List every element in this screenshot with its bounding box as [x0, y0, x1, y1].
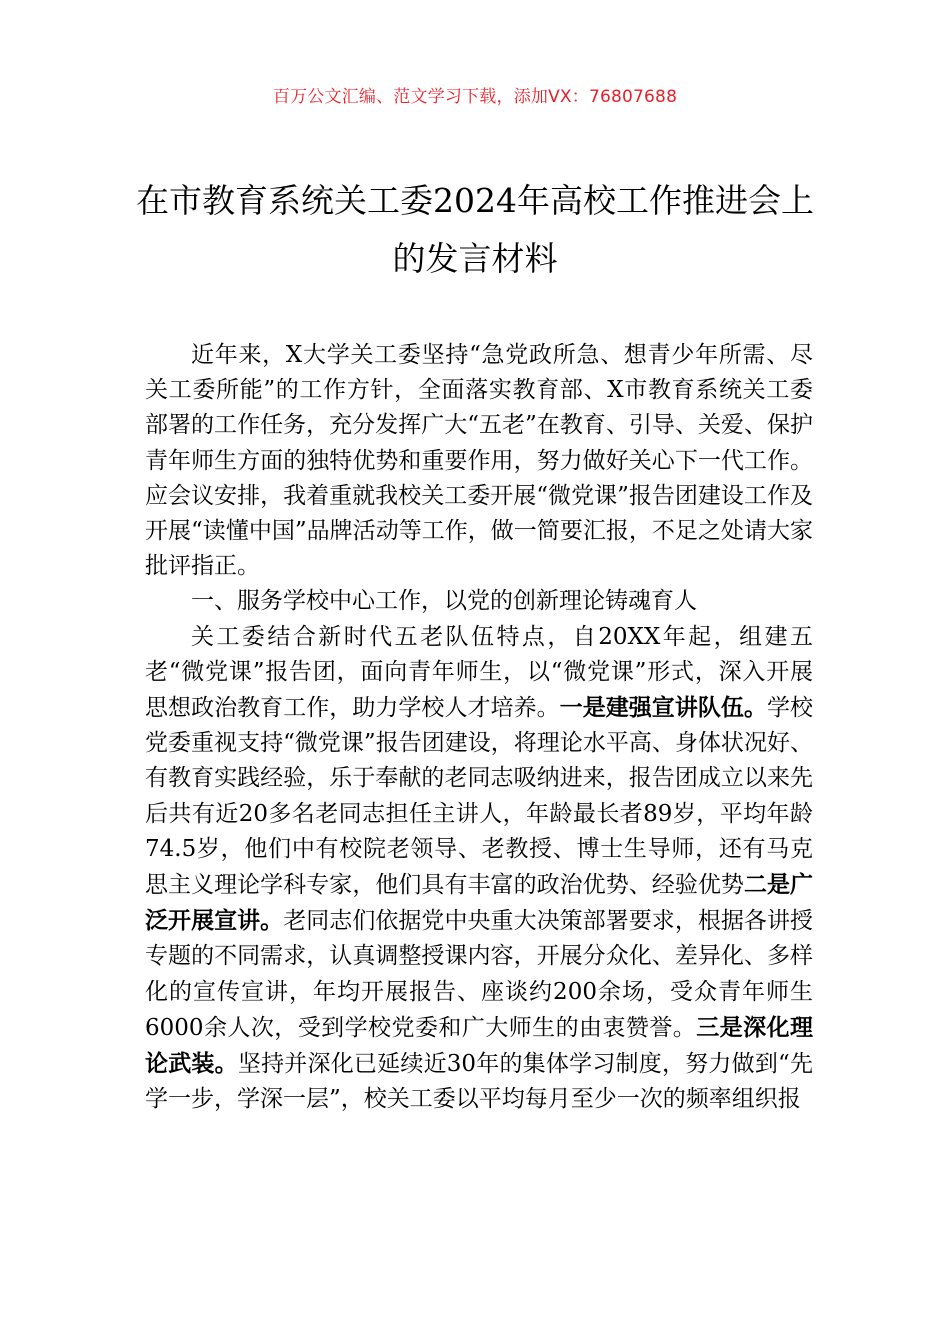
section-heading: 一、服务学校中心工作，以党的创新理论铸魂育人: [191, 588, 697, 615]
section-paragraph: [145, 620, 813, 1118]
point-1-text: 学校党委重视支持“微党课”报告团建设，将理论水平高、身体状况好、有教育实践经验，乐于奉献的老同志吸纳进来，报告团成立以来先后共有近20多名老同志担任主讲人，年龄最长者89岁，平均年龄74.5岁，他们中有校院老领导、老教授、博士生导师，还有马克思主义理论学科专家，他们具有丰富的政治优势、经验优势: [145, 695, 814, 899]
point-3-text: 坚持并深化已延续近30年的集体学习制度，努力做到“先学一步，学深一层”，校关工委以平均每月至少一次的频率组织报: [145, 1051, 814, 1113]
point-1-label: 一是建强宣讲队伍。: [559, 694, 767, 722]
document-title: 在市教育系统关工委2024年高校工作推进会上的发言材料: [136, 181, 814, 279]
point-3-label: 三是深化理论武装。: [145, 1013, 813, 1078]
section-lead: 关工委结合新时代五老队伍特点，自20XX年起，组建五老“微党课”报告团，面向青年师生，以“微党课”形式，深入开展思想政治教育工作，助力学校人才培养。: [145, 623, 813, 722]
point-2-text: 老同志们依据党中央重大决策部署要求，根据各讲授专题的不同需求，认真调整授课内容，开展分众化、差异化、多样化的宣传宣讲，年均开展报告、座谈约200余场，受众青年师生6000余人次，受到学校党委和广大师生的由衷赞誉。: [145, 908, 814, 1041]
point-2-label: 二是广泛开展宣讲。: [145, 871, 814, 935]
download-notice: 百万公文汇编、范文学习下载，添加VX：76807688: [272, 87, 678, 107]
document-body: [145, 338, 813, 1117]
intro-paragraph: 近年来，X大学关工委坚持“急党政所急、想青少年所需、尽关工委所能”的工作方针，全面落实教育部、X市教育系统关工委部署的工作任务，充分发挥广大“五老”在教育、引导、关爱、保护青年师生方面的独特优势和重要作用，努力做好关心下一代工作。应会议安排，我着重就我校关工委开展“微党课”报告团建设工作及开展“读懂中国”品牌活动等工作，做一简要汇报，不足之处请大家批评指正。: [145, 342, 813, 580]
